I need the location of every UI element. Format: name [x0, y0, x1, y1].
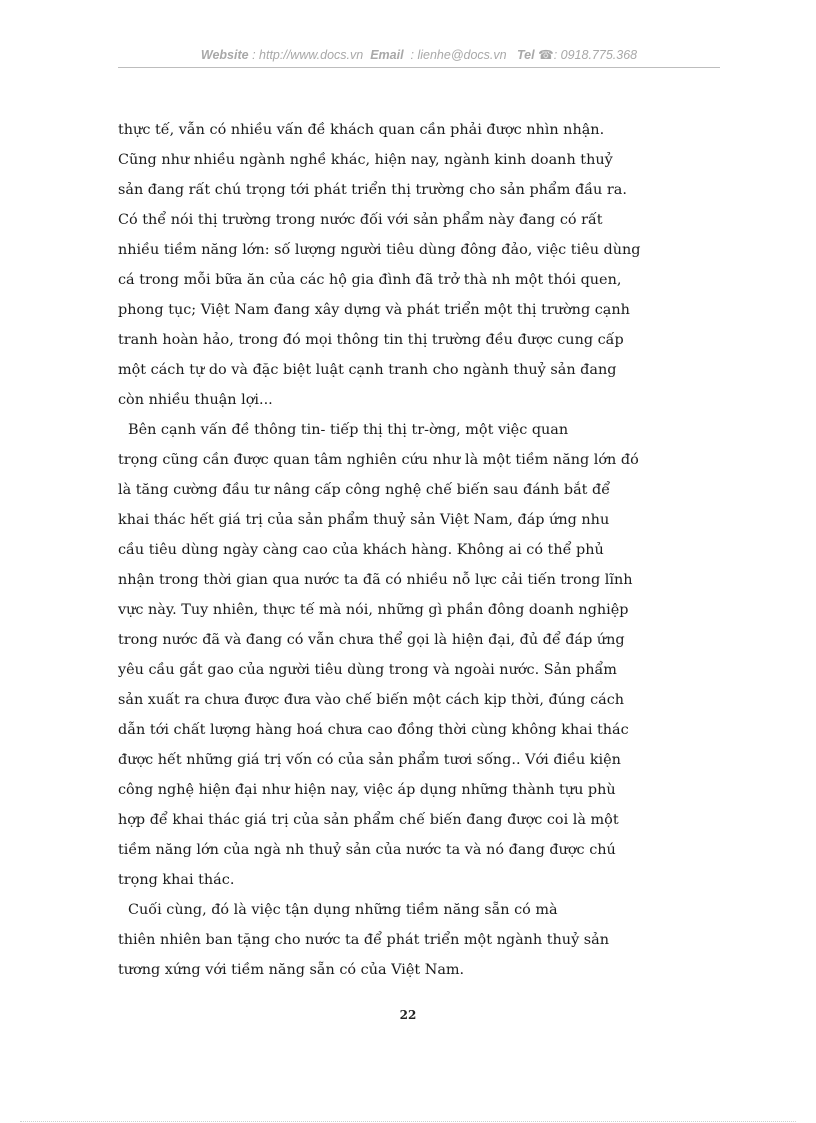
text-line: sản đang rất chú trọng tới phát triển thị trường cho sản phẩm đầu ra. — [118, 182, 627, 198]
phone-icon: ☎ — [538, 48, 554, 62]
page-header — [118, 47, 720, 62]
page-number: 22 — [399, 1008, 417, 1022]
text-line: cầu tiêu dùng ngày càng cao của khách hàng. Không ai có thể phủ — [118, 542, 604, 558]
text-line: là tăng cường đầu tư nâng cấp công nghệ chế biến sau đánh bắt để — [118, 482, 611, 498]
text-line: dẫn tới chất lượng hàng hoá chưa cao đồng thời cùng không khai thác — [118, 722, 629, 738]
text-line: còn nhiều thuận lợi... — [118, 392, 273, 408]
footer-divider — [20, 1121, 796, 1122]
paragraph-start-line: Bên cạnh vấn đề thông tin- tiếp thị thị tr-ờng, một việc quan — [128, 422, 569, 438]
text-line: cá trong mỗi bữa ăn của các hộ gia đình đã trở thà nh một thói quen, — [118, 272, 622, 288]
tel-label: Tel — [517, 48, 535, 62]
paragraph-start-line: Cuối cùng, đó là việc tận dụng những tiềm năng sẵn có mà — [128, 902, 558, 918]
text-line: phong tục; Việt Nam đang xây dựng và phát triển một thị trường cạnh — [118, 302, 630, 318]
text-line: sản xuất ra chưa được đưa vào chế biến một cách kịp thời, đúng cách — [118, 692, 625, 708]
email-value: : lienhe@docs.vn — [410, 48, 507, 62]
text-line: trọng khai thác. — [118, 872, 235, 888]
text-line: thực tế, vẫn có nhiều vấn đề khách quan cần phải được nhìn nhận. — [118, 122, 605, 138]
email-label: Email — [370, 48, 404, 62]
header-divider — [118, 67, 720, 68]
tel-value: : 0918.775.368 — [553, 48, 638, 62]
text-line: nhận trong thời gian qua nước ta đã có nhiều nỗ lực cải tiến trong lĩnh — [118, 572, 633, 588]
text-line: hợp để khai thác giá trị của sản phẩm chế biến đang được coi là một — [118, 812, 619, 828]
text-line: Cũng như nhiều ngành nghề khác, hiện nay, ngành kinh doanh thuỷ — [118, 152, 613, 168]
text-line: khai thác hết giá trị của sản phẩm thuỷ sản Việt Nam, đáp ứng nhu — [118, 512, 610, 528]
text-line: vực này. Tuy nhiên, thực tế mà nói, những gì phần đông doanh nghiệp — [118, 602, 629, 618]
text-line: tiềm năng lớn của ngà nh thuỷ sản của nước ta và nó đang được chú — [118, 842, 616, 858]
text-line: thiên nhiên ban tặng cho nước ta để phát triển một ngành thuỷ sản — [118, 932, 610, 948]
text-line: trong nước đã và đang có vẫn chưa thể gọi là hiện đại, đủ để đáp ứng — [118, 632, 625, 648]
text-line: yêu cầu gắt gao của người tiêu dùng trong và ngoài nước. Sản phẩm — [118, 662, 617, 678]
text-line: tương xứng với tiềm năng sẵn có của Việt Nam. — [118, 962, 465, 978]
body-text — [118, 115, 718, 985]
text-line: Có thể nói thị trường trong nước đối với sản phẩm này đang có rất — [118, 212, 603, 228]
text-line: nhiều tiềm năng lớn: số lượng người tiêu dùng đông đảo, việc tiêu dùng — [118, 242, 641, 258]
website-value: : http://www.docs.vn — [252, 48, 364, 62]
text-line: công nghệ hiện đại như hiện nay, việc áp dụng những thành tựu phù — [118, 782, 616, 798]
text-line: trọng cũng cần được quan tâm nghiên cứu như là một tiềm năng lớn đó — [118, 452, 639, 468]
website-label: Website — [200, 48, 249, 62]
text-line: một cách tự do và đặc biệt luật cạnh tranh cho ngành thuỷ sản đang — [118, 362, 617, 378]
text-line: tranh hoàn hảo, trong đó mọi thông tin thị trường đều được cung cấp — [118, 332, 624, 348]
text-line: được hết những giá trị vốn có của sản phẩm tươi sống.. Với điều kiện — [118, 752, 621, 768]
